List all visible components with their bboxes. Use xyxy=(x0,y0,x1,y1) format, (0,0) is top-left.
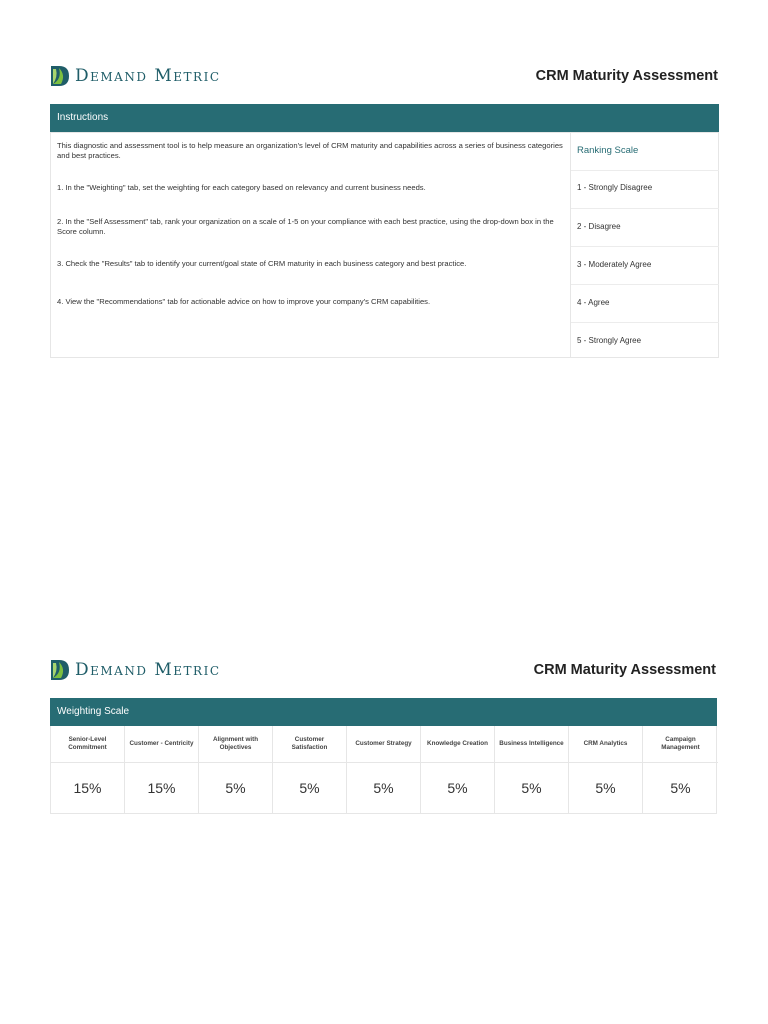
instruction-step-3: 3. Check the "Results" tab to identify your current/goal state of CRM maturity in each business category and best practice. xyxy=(57,259,467,268)
weighting-category: Senior-Level Commitment xyxy=(51,726,124,763)
ranking-scale-column xyxy=(570,133,719,357)
weighting-header-bar: Weighting Scale xyxy=(50,698,717,726)
instruction-step-1: 1. In the "Weighting" tab, set the weighting for each category based on relevancy and current business needs. xyxy=(57,183,426,192)
weighting-column xyxy=(569,726,643,814)
weighting-category: Customer Satisfaction xyxy=(273,726,346,763)
logo-text: Demand Metric xyxy=(75,66,221,86)
weighting-column xyxy=(125,726,199,814)
weighting-value[interactable]: 15% xyxy=(147,780,176,796)
weighting-value[interactable]: 5% xyxy=(595,780,616,796)
weighting-category: Campaign Management xyxy=(643,726,718,763)
demand-metric-logo xyxy=(50,659,221,681)
ranking-scale-item: 1 - Strongly Disagree xyxy=(571,171,719,209)
weighting-category: CRM Analytics xyxy=(569,726,642,763)
weighting-category: Business Intelligence xyxy=(495,726,568,763)
ranking-scale-item: 2 - Disagree xyxy=(571,209,719,247)
weighting-category: Alignment with Objectives xyxy=(199,726,272,763)
weighting-category: Customer - Centricity xyxy=(125,726,198,763)
logo-mark-icon xyxy=(50,65,70,87)
instruction-step-2: 2. In the "Self Assessment" tab, rank your organization on a scale of 1-5 on your compliance with each best practice, using the drop-down box in the Score column. xyxy=(57,217,554,236)
weighting-value[interactable]: 15% xyxy=(73,780,102,796)
ranking-scale-item: 5 - Strongly Agree xyxy=(577,336,642,345)
weighting-value[interactable]: 5% xyxy=(521,780,542,796)
ranking-scale-heading: Ranking Scale xyxy=(571,133,719,171)
instructions-page xyxy=(0,0,768,400)
instructions-table xyxy=(50,132,719,358)
weighting-value[interactable]: 5% xyxy=(670,780,691,796)
ranking-scale-item: 4 - Agree xyxy=(571,285,719,323)
instructions-header-bar: Instructions xyxy=(50,104,719,132)
weighting-column xyxy=(347,726,421,814)
weighting-column xyxy=(199,726,273,814)
instruction-intro: This diagnostic and assessment tool is to help measure an organization's level of CRM maturity and capabilities across a series of business categories and best practices. xyxy=(57,141,563,160)
weighting-column xyxy=(421,726,495,814)
instructions-text-column xyxy=(51,133,570,357)
weighting-column xyxy=(273,726,347,814)
instruction-step-4: 4. View the "Recommendations" tab for actionable advice on how to improve your company's CRM capabilities. xyxy=(57,297,431,306)
weighting-value[interactable]: 5% xyxy=(299,780,320,796)
weighting-value[interactable]: 5% xyxy=(373,780,394,796)
logo-text: Demand Metric xyxy=(75,660,221,680)
page-title: CRM Maturity Assessment xyxy=(535,68,718,84)
weighting-column xyxy=(495,726,569,814)
page-header xyxy=(50,65,718,91)
demand-metric-logo xyxy=(50,65,221,87)
weighting-table xyxy=(50,726,717,814)
weighting-column xyxy=(643,726,718,814)
weighting-column xyxy=(51,726,125,814)
page-header xyxy=(50,659,718,685)
ranking-scale-item: 3 - Moderately Agree xyxy=(571,247,719,285)
weighting-value[interactable]: 5% xyxy=(447,780,468,796)
logo-mark-icon xyxy=(50,659,70,681)
weighting-value[interactable]: 5% xyxy=(225,780,246,796)
weighting-category: Customer Strategy xyxy=(347,726,420,763)
weighting-category: Knowledge Creation xyxy=(421,726,494,763)
page-title: CRM Maturity Assessment xyxy=(533,662,716,678)
